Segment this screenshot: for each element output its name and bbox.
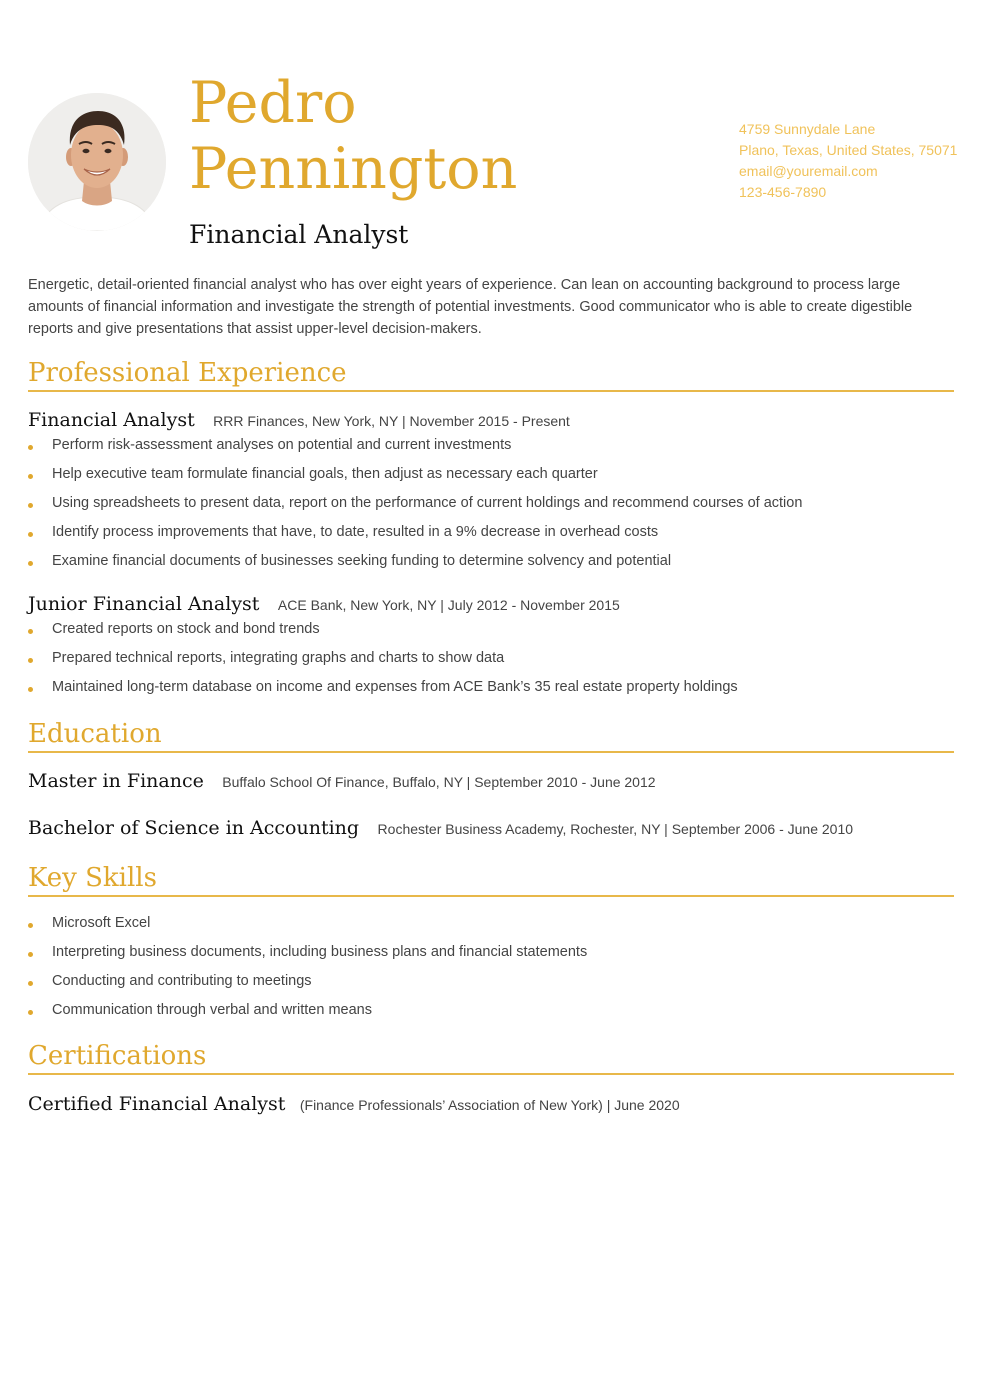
- section-title-certifications: Certifications: [28, 1039, 954, 1075]
- bullet-dot-icon: [28, 629, 33, 634]
- job-title: Financial Analyst: [28, 409, 195, 431]
- skills-list: [28, 915, 587, 1031]
- list-item: [28, 679, 738, 708]
- skill-text: Conducting and contributing to meetings: [52, 973, 312, 989]
- bullet-text: Help executive team formulate financial goals, then adjust as necessary each quarter: [52, 466, 598, 482]
- summary: Energetic, detail-oriented financial analyst who has over eight years of experience. Can lean on accounting background to process large amounts of financial information and investigate the strength of potential investments. Good communicator who is able to create digestible reports and give presentations that assist upper-level decision-makers.: [28, 277, 913, 337]
- degree-title: Bachelor of Science in Accounting: [28, 817, 360, 839]
- education-item: [28, 770, 656, 792]
- job-bullets: [28, 437, 802, 582]
- job-meta: ACE Bank, New York, NY | July 2012 - November 2015: [277, 597, 620, 613]
- contact-block: [739, 119, 969, 203]
- certification-item: [28, 1093, 680, 1115]
- list-item: [28, 553, 802, 582]
- bullet-text: Maintained long-term database on income and expenses from ACE Bank’s 35 real estate property holdings: [52, 679, 738, 695]
- contact-email[interactable]: email@youremail.com: [739, 163, 878, 179]
- bullet-dot-icon: [28, 532, 33, 537]
- list-item: [28, 621, 738, 650]
- list-item: [28, 944, 587, 973]
- contact-city: Plano, Texas, United States, 75071: [739, 142, 958, 158]
- bullet-dot-icon: [28, 687, 33, 692]
- list-item: [28, 437, 802, 466]
- bullet-dot-icon: [28, 474, 33, 479]
- section-title-education: Education: [28, 717, 954, 753]
- degree-meta: Buffalo School Of Finance, Buffalo, NY | September 2010 - June 2012: [222, 774, 656, 790]
- bullet-dot-icon: [28, 923, 33, 928]
- skill-text: Microsoft Excel: [52, 915, 151, 931]
- bullet-dot-icon: [28, 445, 33, 450]
- list-item: [28, 973, 587, 1002]
- skill-text: Communication through verbal and written means: [52, 1002, 372, 1018]
- candidate-name: [189, 70, 709, 202]
- contact-street: 4759 Sunnydale Lane: [739, 121, 876, 137]
- list-item: [28, 466, 802, 495]
- bullet-text: Perform risk-assessment analyses on potential and current investments: [52, 437, 512, 453]
- list-item: [28, 495, 802, 524]
- bullet-dot-icon: [28, 981, 33, 986]
- bullet-dot-icon: [28, 503, 33, 508]
- profile-photo: [28, 93, 166, 231]
- certification-meta: (Finance Professionals’ Association of New York) | June 2020: [299, 1097, 680, 1113]
- last-name: Pennington: [189, 136, 518, 202]
- bullet-dot-icon: [28, 952, 33, 957]
- bullet-text: Examine financial documents of businesses seeking funding to determine solvency and potential: [52, 553, 672, 569]
- degree-title: Master in Finance: [28, 770, 204, 792]
- bullet-dot-icon: [28, 658, 33, 663]
- list-item: [28, 1002, 587, 1031]
- skill-text: Interpreting business documents, including business plans and financial statements: [52, 944, 588, 960]
- list-item: [28, 650, 738, 679]
- job-meta: RRR Finances, New York, NY | November 2015 - Present: [213, 413, 570, 429]
- bullet-text: Created reports on stock and bond trends: [52, 621, 320, 637]
- job-role: Financial Analyst: [189, 220, 409, 249]
- section-title-experience: Professional Experience: [28, 356, 954, 392]
- degree-meta: Rochester Business Academy, Rochester, NY | September 2006 - June 2010: [377, 821, 854, 837]
- education-item: [28, 817, 853, 839]
- contact-phone[interactable]: 123-456-7890: [739, 184, 827, 200]
- job-heading: [28, 409, 570, 431]
- list-item: [28, 524, 802, 553]
- job-bullets: [28, 621, 738, 708]
- job-heading: [28, 593, 620, 615]
- section-title-skills: Key Skills: [28, 861, 954, 897]
- job-title: Junior Financial Analyst: [28, 593, 260, 615]
- bullet-dot-icon: [28, 1010, 33, 1015]
- bullet-text: Identify process improvements that have, to date, resulted in a 9% decrease in overhead costs: [52, 524, 659, 540]
- first-name: Pedro: [189, 70, 357, 136]
- list-item: [28, 915, 587, 944]
- certification-title: Certified Financial Analyst: [28, 1093, 286, 1115]
- bullet-text: Prepared technical reports, integrating graphs and charts to show data: [52, 650, 505, 666]
- bullet-text: Using spreadsheets to present data, report on the performance of current holdings and recommend courses of action: [52, 495, 803, 511]
- person-photo-icon: [28, 93, 166, 231]
- bullet-dot-icon: [28, 561, 33, 566]
